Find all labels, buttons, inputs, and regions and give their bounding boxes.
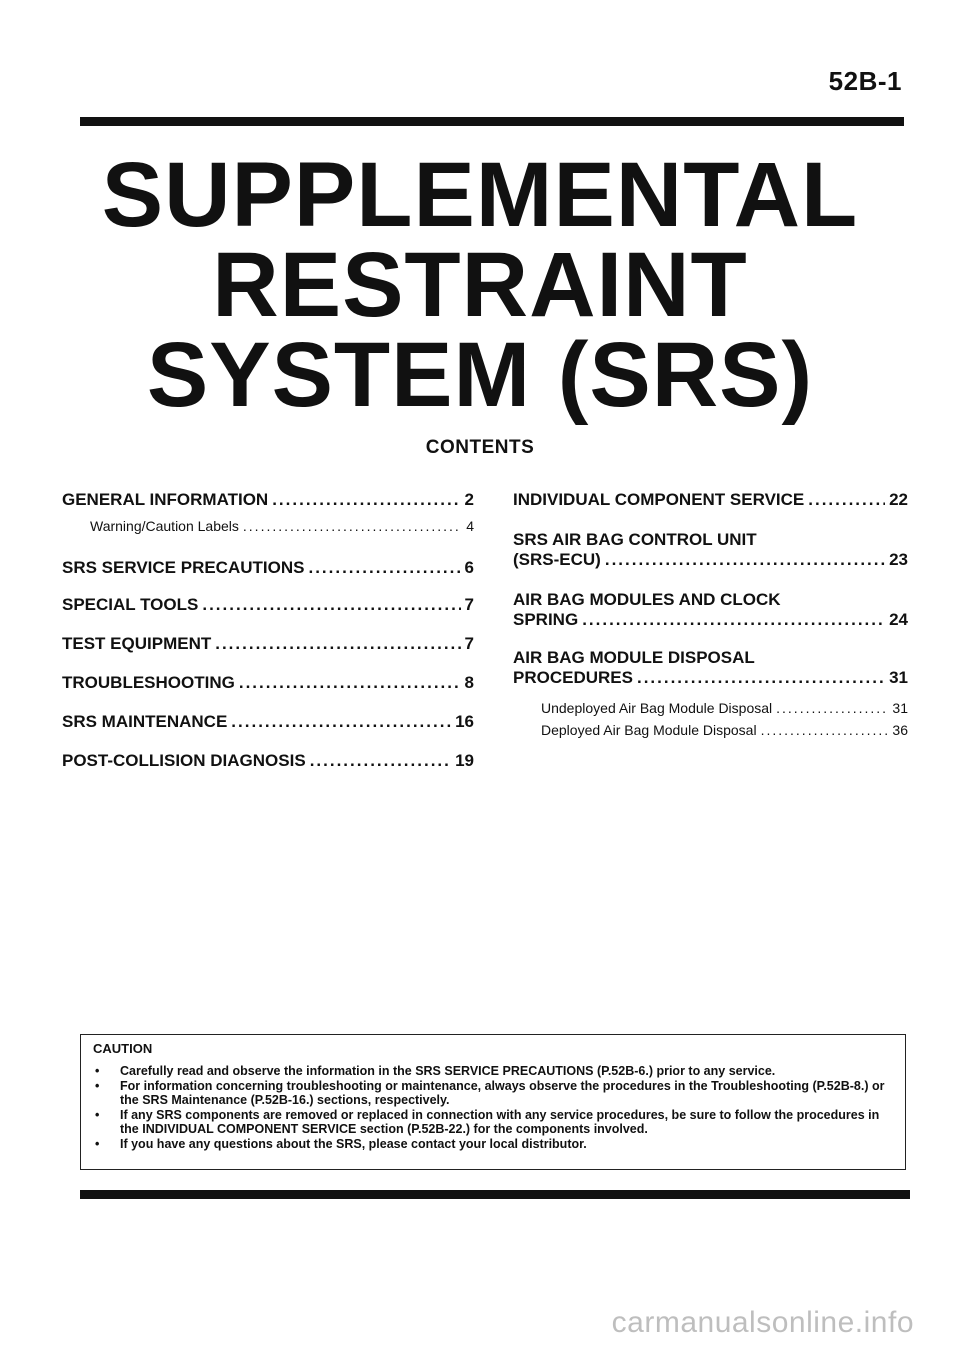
toc-label: TROUBLESHOOTING [62, 673, 235, 692]
toc-page: 23 [889, 550, 908, 569]
toc-label: (SRS-ECU) [513, 550, 601, 569]
toc-leader [239, 673, 461, 693]
toc-page: 22 [889, 490, 908, 509]
toc-page: 16 [455, 712, 474, 731]
title-line-2: RESTRAINT [212, 234, 748, 336]
toc-leader [776, 700, 888, 716]
toc-label: TEST EQUIPMENT [62, 634, 212, 653]
toc-leader [308, 558, 460, 578]
caution-item [93, 1108, 895, 1137]
toc-leader [582, 610, 885, 630]
caution-text: Carefully read and observe the information in the SRS SERVICE PRECAUTIONS (P.52B-6.) prior to any service. [120, 1064, 776, 1078]
page-title [0, 144, 960, 426]
toc-label: SRS MAINTENANCE [62, 712, 228, 731]
bullet-icon: • [95, 1107, 100, 1122]
toc-page: 7 [464, 595, 474, 614]
toc-entry-post-collision-diagnosis[interactable] [62, 751, 474, 771]
toc-page: 2 [464, 490, 474, 509]
toc-label: Warning/Caution Labels [90, 518, 239, 534]
toc-entry-individual-component-service[interactable] [513, 490, 908, 510]
caution-text: If you have any questions about the SRS, please contact your local distributor. [120, 1136, 587, 1151]
toc-entry-special-tools[interactable] [62, 595, 474, 615]
page-number: 52B-1 [828, 66, 902, 96]
toc-label: SPECIAL TOOLS [62, 595, 199, 614]
toc-entry-general-information[interactable] [62, 490, 474, 510]
toc-leader [808, 490, 885, 510]
toc-page: 4 [466, 518, 474, 534]
toc-leader [310, 751, 451, 771]
toc-page: 7 [464, 634, 474, 653]
caution-text: If any SRS components are removed or replaced in connection with any service procedures, be sure to follow the procedures in the INDIVIDUAL COMPONENT SERVICE section (P.52B-22.) for the components involved. [120, 1107, 880, 1137]
caution-list [93, 1064, 895, 1152]
toc-entry-test-equipment[interactable] [62, 634, 474, 654]
toc-label: POST-COLLISION DIAGNOSIS [62, 751, 306, 770]
toc-entry-troubleshooting[interactable] [62, 673, 474, 693]
toc-label: GENERAL INFORMATION [62, 490, 269, 509]
toc-leader [202, 595, 460, 615]
toc-label-line-1: AIR BAG MODULES AND CLOCK [513, 590, 781, 609]
bottom-rule [80, 1190, 910, 1199]
caution-item [93, 1137, 895, 1152]
caution-item [93, 1079, 895, 1108]
toc-label: SPRING [513, 610, 579, 629]
toc-leader [243, 518, 462, 534]
bullet-icon: • [95, 1136, 100, 1151]
toc-leader [605, 550, 885, 570]
toc-page: 31 [889, 668, 908, 687]
toc-entry-air-bag-module-disposal-procedures[interactable] [513, 648, 908, 688]
toc-leader [637, 668, 885, 688]
toc-entry-warning-caution-labels[interactable] [62, 518, 474, 534]
toc-leader [761, 722, 889, 738]
caution-item [93, 1064, 895, 1079]
caution-text: For information concerning troubleshooting or maintenance, always observe the procedures in the Troubleshooting (P.52B-8.) or the SRS Maintenance (P.52B-16.) sections, respectively. [120, 1078, 885, 1108]
toc-label: Deployed Air Bag Module Disposal [541, 722, 757, 738]
toc-label: Undeployed Air Bag Module Disposal [541, 700, 773, 716]
toc-label-line-1: SRS AIR BAG CONTROL UNIT [513, 530, 757, 549]
title-line-3: SYSTEM (SRS) [146, 324, 814, 426]
toc-label: INDIVIDUAL COMPONENT SERVICE [513, 490, 805, 509]
toc-label: PROCEDURES [513, 668, 633, 687]
caution-title: CAUTION [93, 1041, 153, 1056]
toc-entry-srs-air-bag-control-unit[interactable] [513, 530, 908, 570]
toc-entry-deployed-air-bag-module-disposal[interactable] [513, 722, 908, 738]
caution-box [80, 1034, 906, 1170]
toc-leader [215, 634, 460, 654]
toc-page: 8 [464, 673, 474, 692]
title-line-1: SUPPLEMENTAL [101, 144, 859, 246]
bullet-icon: • [95, 1064, 100, 1078]
toc-leader [272, 490, 460, 510]
toc-label-line-1: AIR BAG MODULE DISPOSAL [513, 648, 755, 667]
toc-page: 24 [889, 610, 908, 629]
toc-entry-air-bag-modules-and-clock-spring[interactable] [513, 590, 908, 630]
toc-page: 36 [892, 722, 908, 738]
toc-entry-undeployed-air-bag-module-disposal[interactable] [513, 700, 908, 716]
toc-page: 19 [455, 751, 474, 770]
bullet-icon: • [95, 1078, 100, 1093]
top-rule [80, 117, 904, 126]
toc-label: SRS SERVICE PRECAUTIONS [62, 558, 305, 577]
watermark: carmanualsonline.info [611, 1306, 914, 1339]
toc-page: 31 [892, 700, 908, 716]
toc-entry-srs-service-precautions[interactable] [62, 558, 474, 578]
toc-leader [231, 712, 451, 732]
toc-entry-srs-maintenance[interactable] [62, 712, 474, 732]
toc-page: 6 [464, 558, 474, 577]
contents-heading: CONTENTS [425, 437, 535, 458]
